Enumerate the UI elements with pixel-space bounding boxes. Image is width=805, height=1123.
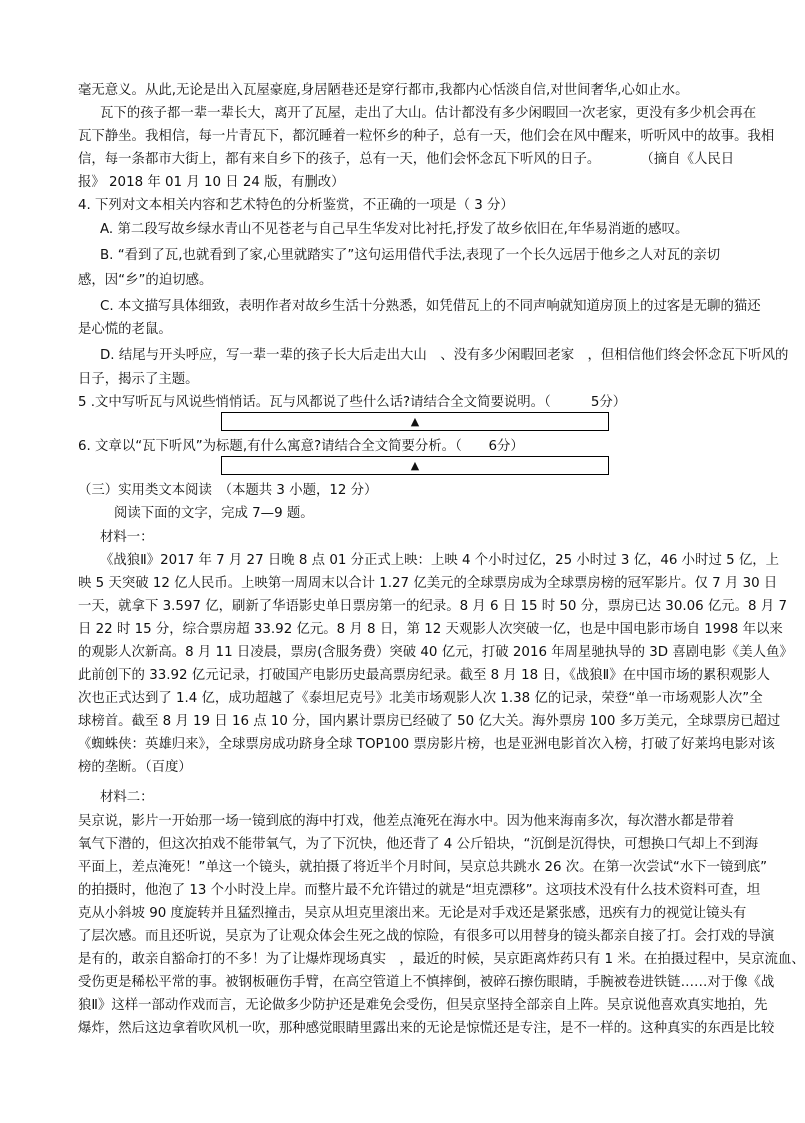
triangle-marker-icon: ▲: [410, 459, 420, 472]
text-line: 克从小斜坡 90 度旋转并且猛烈撞击，吴京从坦克里滚出来。无论是对手戏还是紧张感，迅疾有力的视觉让镜头有: [78, 906, 747, 921]
text-line: D. 结尾与开头呼应，写一辈一辈的孩子长大后走出大山 、没有多少闲暇回老家 ，但相信他们终会怀念瓦下听风的: [100, 348, 789, 363]
text-line: 4. 下列对文本相关内容和艺术特色的分析鉴赏，不正确的一项是（ 3 分）: [78, 198, 514, 213]
text-line: 感，因“乡”的迫切感。: [78, 273, 213, 288]
text-line: 是有的，敢亲自豁命打的不多！为了让爆炸现场真实 ，最近的时候，吴京距离炸药只有 1 米。在拍摄过程中，吴京流血、: [78, 952, 805, 967]
text-line: 了层次感。而且还听说，吴京为了让观众体会生死之战的惊险，有很多可以用替身的镜头都亲自接了打。会打戏的导演: [78, 929, 775, 944]
text-line: 爆炸，然后这边拿着吹风机一吹，那种感觉眼睛里露出来的无论是惊慌还是专注，是不一样的。这种真实的东西是比较: [78, 1021, 775, 1036]
text-line: C. 本文描写具体细致，表明作者对故乡生活十分熟悉，如凭借瓦上的不同声响就知道房顶上的过客是无聊的猫还: [100, 299, 761, 314]
text-line: 6. 文章以“瓦下听风”为标题,有什么寓意?请结合全文简要分析。（ 6分）: [78, 439, 524, 454]
text-line: 材料二：: [100, 790, 154, 805]
text-line: 日 22 时 15 分，综合票房超 33.92 亿元。8 月 8 日，第 12 天观影人次突破一亿，也是中国电影市场自 1998 年以来: [78, 622, 783, 637]
text-line: 信，每一条都市大街上，都有来自乡下的孩子，总有一天，他们会怀念瓦下听风的日子。 （摘自《人民日: [78, 152, 735, 167]
text-line: 的观影人次新高。8 月 11 日凌晨，票房(含服务费）突破 40 亿元，打破 2016 年周星驰执导的 3D 喜剧电影《美人鱼》: [78, 645, 793, 660]
text-line: 受伤更是稀松平常的事。被钢板砸伤手臂，在高空管道上不慎摔倒，被碎石擦伤眼睛，手腕被卷进铁链……对于像《战: [78, 975, 775, 990]
text-line: 次也正式达到了 1.4 亿，成功超越了《泰坦尼克号》北美市场观影人次 1.38 亿的记录，荣登“单一市场观影人次”全: [78, 691, 763, 706]
text-line: 狼Ⅱ》这样一部动作戏而言，无论做多少防护还是难免会受伤，但吴京坚持全部亲自上阵。吴京说他喜欢真实地拍，先: [78, 998, 768, 1013]
text-line: 5 .文中写听瓦与风说些悄悄话。瓦与风都说了些什么话?请结合全文简要说明。（ 5分）: [78, 395, 627, 410]
text-line: 《蜘蛛侠：英雄归来》，全球票房成功跻身全球 TOP100 票房影片榜，也是亚洲电影首次入榜，打破了好莱坞电影对该: [78, 737, 775, 752]
text-line: 此前创下的 33.92 亿元记录，打破国产电影历史最高票房纪录。截至 8 月 18 日，《战狼Ⅱ》在中国市场的累积观影人: [78, 668, 770, 683]
text-line: 榜的垄断。（百度）: [78, 760, 192, 775]
text-line: 氧气下潜的，但这次拍戏不能带氧气，为了下沉快，他还背了 4 公斤铅块，“沉倒是沉得快，可想换口气却上不到海: [78, 837, 759, 852]
answer-box[interactable]: [221, 456, 609, 475]
text-line: 吴京说，影片一开始那一场一镜到底的海中打戏，他差点淹死在海水中。因为他来海南多次，每次潜水都是带着: [78, 814, 735, 829]
text-line: 毫无意义。从此,无论是出入瓦屋豪庭,身居陋巷还是穿行都市,我都内心恬淡自信,对世间奢华,心如止水。: [78, 83, 689, 98]
text-line: 的拍摄时，他泡了 13 个小时没上岸。而整片最不允许错过的就是“坦克漂移”。这项技术没有什么技术资料可查，坦: [78, 883, 761, 898]
text-line: 瓦下的孩子都一辈一辈长大，离开了瓦屋，走出了大山。估计都没有多少闲暇回一次老家，更没有多少机会再在: [100, 106, 757, 121]
text-line: 报》 2018 年 01 月 10 日 24 版，有删改）: [78, 175, 345, 190]
answer-box[interactable]: [221, 412, 609, 431]
triangle-marker-icon: ▲: [410, 415, 420, 428]
text-line: 球榜首。截至 8 月 19 日 16 点 10 分，国内累计票房已经破了 50 亿大关。海外票房 100 多万美元，全球票房已超过: [78, 714, 781, 729]
text-line: 一天，就拿下 3.597 亿，刷新了华语影史单日票房第一的纪录。8 月 6 日 15 时 50 分，票房已达 30.06 亿元。8 月 7: [78, 599, 788, 614]
text-line: 是心慌的老鼠。: [78, 322, 172, 337]
text-line: 映 5 天突破 12 亿人民币。上映第一周周末以合计 1.27 亿美元的全球票房成为全球票房榜的冠军影片。仅 7 月 30 日: [78, 576, 778, 591]
text-line: 材料一：: [100, 530, 154, 545]
text-line: 平面上，差点淹死！”单这一个镜头，就拍摄了将近半个月时间，吴京总共跳水 26 次。在第一次尝试“水下一镜到底”: [78, 860, 768, 875]
text-line: A. 第二段写故乡绿水青山不见苍老与自己早生华发对比衬托,抒发了故乡依旧在,年华易消逝的感叹。: [100, 222, 689, 237]
text-line: 日子，揭示了主题。: [78, 372, 199, 387]
text-line: 《战狼Ⅱ》2017 年 7 月 27 日晚 8 点 01 分正式上映：上映 4 个小时过亿，25 小时过 3 亿，46 小时过 5 亿，上: [100, 553, 780, 568]
text-line: 瓦下静坐。我相信，每一片青瓦下，都沉睡着一粒怀乡的种子，总有一天，他们会在风中醒来，听听风中的故事。我相: [78, 129, 775, 144]
text-line: B. “看到了瓦,也就看到了家,心里就踏实了”这句运用借代手法,表现了一个长久远居于他乡之人对瓦的亲切: [100, 248, 721, 263]
text-line: 阅读下面的文字，完成 7—9 题。: [114, 506, 314, 521]
text-line: （三）实用类文本阅读 （本题共 3 小题，12 分）: [78, 483, 378, 498]
